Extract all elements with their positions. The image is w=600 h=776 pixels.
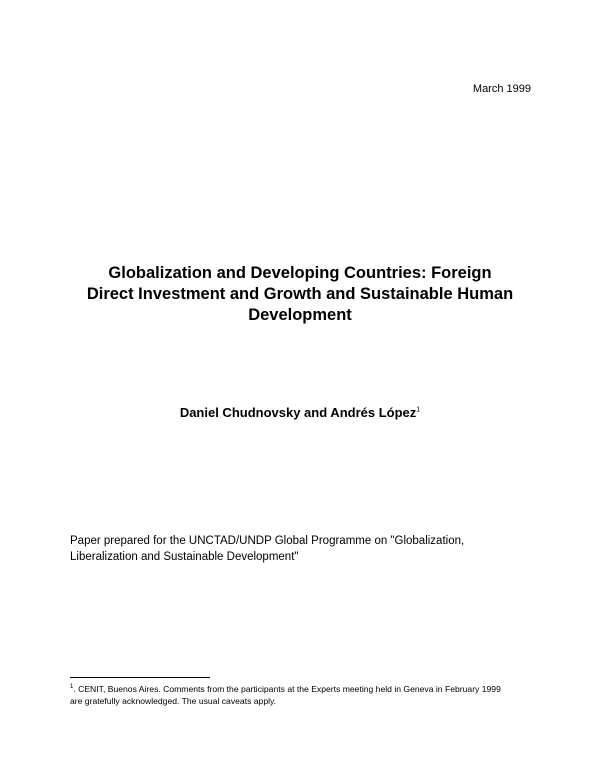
document-title [60, 263, 540, 326]
author-line [60, 405, 540, 421]
title-line-3: Development [248, 306, 352, 324]
footnote [70, 683, 540, 707]
author-names: Daniel Chudnovsky and Andrés López [179, 405, 417, 420]
title-line-1: Globalization and Developing Countries: Foreign [108, 264, 492, 282]
footnote-line-1 [70, 683, 540, 695]
footnote-marker: 1 [70, 684, 74, 691]
paper-note [70, 533, 540, 565]
footnote-line-2 [70, 695, 540, 707]
title-line-2: Direct Investment and Growth and Sustainable Human [86, 285, 514, 303]
author-footnote-marker: 1 [416, 406, 421, 414]
paper-note-line-2: Liberalization and Sustainable Development" [70, 551, 299, 563]
footnote-text-1: . CENIT, Buenos Aires. Comments from the participants at the Experts meeting held in Geneva in February 1999 [73, 684, 501, 694]
document-date: March 1999 [472, 83, 531, 95]
paper-note-line-1: Paper prepared for the UNCTAD/UNDP Global Programme on "Globalization, [70, 535, 465, 547]
footnote-separator [70, 677, 210, 678]
footnote-text-2: are gratefully acknowledged. The usual caveats apply. [70, 696, 277, 706]
